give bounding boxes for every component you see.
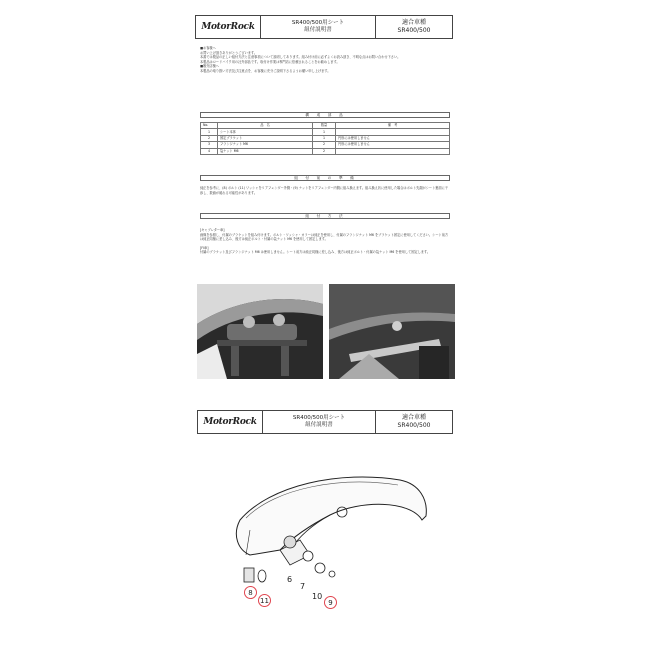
callout-7: 7: [300, 582, 306, 591]
table-row: [201, 148, 450, 154]
cell: 袋ナット M6: [218, 148, 313, 154]
method-fi-text: 付属のブラケット及びフランジナット M6 は使用しません。シート前方は純正同様に差し込み、後方は純正ボルト・付属の袋ナット M6 を使用して固定します。: [200, 250, 431, 255]
col-note: 備 考: [336, 123, 450, 129]
brand-logo-2: [198, 411, 263, 433]
model-label: 適合車種: [401, 19, 426, 26]
method-carb-heading: [キャブレター車]: [200, 228, 225, 232]
cell: 1: [201, 129, 218, 135]
brand-name-2: MotorRock: [203, 417, 257, 427]
method-block: [200, 228, 450, 255]
intro-p2: 本書では製品の正しい組付方法と注意事項について説明してあります。組み付け前に必ずよくお読み頂き、不明な点はお問い合わせ下さい。: [200, 55, 401, 60]
section-parts-bar: 構 成 部 品: [200, 112, 450, 118]
col-name: 品 名: [218, 123, 313, 129]
cell: 円形には使用しません: [336, 135, 450, 141]
brand-name: MotorRock: [201, 22, 255, 32]
photo-bracket-installed: [197, 284, 323, 379]
doc-title-2: [263, 411, 376, 433]
cell: フランジナット M6: [218, 142, 313, 148]
title2-line-1: SR400/500用シート: [292, 415, 346, 421]
cell: 3: [201, 142, 218, 148]
section-prep-bar: 組 付 前 の 準 備: [200, 175, 450, 181]
cell: 固定ブラケット: [218, 135, 313, 141]
callout-11: 11: [258, 594, 271, 607]
intro-block: [200, 46, 450, 74]
method-carb-text: 画像を参照し、付属のブラケットを組み付けます。ボルト・ワッシャ・カラーは純正を使用し、付属のフランジナット M6 をブラケット固定に使用してください。シート前方は純正同様に差し込み、後方は純正ボルト・付属の袋ナット M6 を使用して固定します。: [200, 232, 449, 242]
cell: 2: [313, 148, 336, 154]
cell: 円形には使用しません: [336, 142, 450, 148]
parts-table: [200, 122, 450, 155]
photo-seat-mount: [329, 284, 455, 379]
intro-heading-dealer: ■販売店様へ: [200, 64, 219, 69]
doc-header-1: [195, 15, 453, 39]
fit-model-2: [376, 411, 452, 433]
photo-seat-drawing: [329, 284, 455, 379]
doc-header-2: [197, 410, 453, 434]
title2-line-2: 組付説明書: [305, 422, 333, 428]
title-line-1: SR400/500用シート: [291, 20, 345, 26]
cell: [336, 148, 450, 154]
fit-model: [376, 16, 452, 38]
brand-logo: [196, 16, 261, 38]
cell: シート本体: [218, 129, 313, 135]
section-method-bar: 組 付 方 法: [200, 213, 450, 219]
title-line-2: 組付説明書: [304, 27, 332, 33]
callout-6: 6: [287, 575, 293, 584]
model-label-2: 適合車種: [401, 414, 426, 421]
cell: 2: [313, 142, 336, 148]
cell: 2: [201, 135, 218, 141]
photo-bracket-drawing: [197, 284, 323, 379]
method-fi-heading: [FI車]: [200, 245, 209, 250]
intro-p3: 本製品はロードバイク用の社外部品です。取付け作業は専門店に依頼されることをお勧めします。: [200, 59, 340, 64]
cell: 1: [313, 129, 336, 135]
intro-p1: お買い上げ頂きありがとうございます。: [200, 50, 258, 55]
callout-9: 9: [324, 596, 337, 609]
intro-p4: 本製品の取り扱い方法及び注意点を、お客様に充分ご説明下さるようお願い申し上げます。: [200, 68, 331, 73]
prep-text: 純正を参考に、(8) ボルト (11) ワッシャをリアフェンダー外側・(9) ナットをリアフェンダー内側に組み換えます。組み換え状に使用した場合はボルト先端がシート裏面に干渉し、数値が破れる可能性があります。: [200, 186, 449, 195]
intro-heading-customer: ■お客様へ: [200, 46, 216, 50]
callout-8: 8: [244, 586, 257, 599]
col-qty: 数量: [313, 123, 336, 129]
cell: 4: [201, 148, 218, 154]
callout-10: 10: [312, 592, 323, 601]
cell: 1: [313, 135, 336, 141]
model-value: SR400/500: [397, 27, 431, 34]
col-no: No.: [201, 123, 218, 129]
model-value-2: SR400/500: [397, 422, 431, 429]
doc-title: [261, 16, 376, 38]
